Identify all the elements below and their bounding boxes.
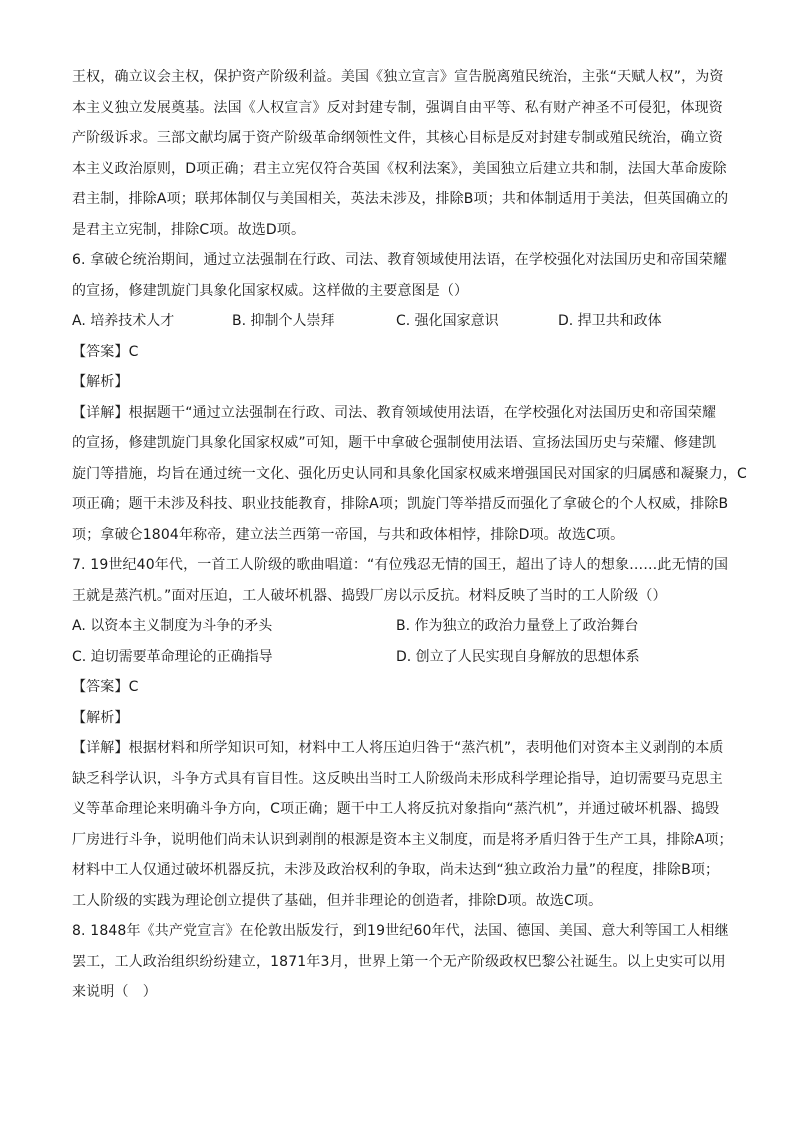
question-6 <box>72 245 747 550</box>
question-stem-line: 7. 19世纪40年代，一首工人阶级的歌曲唱道：“有位残忍无情的国王，超出了诗人的想象……此无情的国 <box>72 557 729 573</box>
question-stem-line: 罢工，工人政治组织纷纷建立，1871年3月，世界上第一个无产阶级政权巴黎公社诞生。以上史实可以用 <box>72 953 726 970</box>
text-line: 君主制，排除A项；联邦体制仅与美国相关，英法未涉及，排除B项；共和体制适用于美法，但英国确立的 <box>72 191 729 207</box>
detail-line: 【详解】根据题干“通过立法强制在行政、司法、教育领域使用法语，在学校强化对法国历史和帝国荣耀 <box>72 404 717 421</box>
question-8 <box>72 916 728 1008</box>
detail-line: 旋门等措施，均旨在通过统一文化、强化历史认同和具象化国家权威来增强国民对国家的归属感和凝聚力，C <box>72 465 747 482</box>
detail-line: 工人阶级的实践为理论创立提供了基础，但并非理论的创造者，排除D项。故选C项。 <box>72 892 603 909</box>
question-stem-line: 8. 1848年《共产党宣言》在伦敦出版发行，到19世纪60年代，法国、德国、美国、意大利等国工人相继 <box>72 923 729 939</box>
analysis-label: 【解析】 <box>72 374 129 390</box>
detail-line: 项；拿破仑1804年称帝，建立法兰西第一帝国，与共和政体相悖，排除D项。故选C项。 <box>72 526 625 543</box>
options-row <box>72 611 728 642</box>
question-stem-line: 6. 拿破仑统治期间，通过立法强制在行政、司法、教育领域使用法语，在学校强化对法国历史和帝国荣耀 <box>72 252 728 268</box>
q5-detail-tail <box>72 62 728 245</box>
detail-line: 项正确；题干未涉及科技、职业技能教育，排除A项；凯旋门等举措反而强化了拿破仑的个人权威，排除B <box>72 496 729 512</box>
option-a: A. 培养技术人才 <box>72 313 175 329</box>
options-row <box>72 306 728 337</box>
detail-line: 厂房进行斗争，说明他们尚未认识到剥削的根源是资本主义制度，而是将矛盾归咎于生产工具，排除A项； <box>72 831 733 848</box>
text-line: 本主义独立发展奠基。法国《人权宣言》反对封建专制，强调自由平等、私有财产神圣不可侵犯，体现资 <box>72 99 723 116</box>
analysis-label: 【解析】 <box>72 709 129 726</box>
answer-line: 【答案】C <box>72 679 139 695</box>
option-c: C. 迫切需要革命理论的正确指导 <box>72 648 273 665</box>
text-line: 是君主立宪制，排除C项。故选D项。 <box>72 221 306 238</box>
option-d: D. 捍卫共和政体 <box>558 313 662 329</box>
detail-line: 义等革命理论来明确斗争方向，C项正确；题干中工人将反抗对象指向“蒸汽机”，并通过破坏机器、捣毁 <box>72 801 720 817</box>
question-stem-line: 的宣扬，修建凯旋门具象化国家权威。这样做的主要意图是（） <box>72 282 469 299</box>
text-line: 产阶级诉求。三部文献均属于资产阶级革命纲领性文件，其核心目标是反对封建专制或殖民统治，确立资 <box>72 130 723 146</box>
option-b: B. 作为独立的政治力量登上了政治舞台 <box>396 618 639 634</box>
option-b: B. 抑制个人崇拜 <box>232 313 335 329</box>
option-d: D. 创立了人民实现自身解放的思想体系 <box>396 648 640 665</box>
question-stem-line: 王就是蒸汽机。”面对压迫，工人破坏机器、捣毁厂房以示反抗。材料反映了当时的工人阶级（） <box>72 587 667 604</box>
text-line: 王权，确立议会主权，保护资产阶级利益。美国《独立宣言》宣告脱离殖民统治，主张“天赋人权”，为资 <box>72 69 724 85</box>
text-line: 本主义政治原则，D项正确；君主立宪仅符合英国《权利法案》，美国独立后建立共和制，法国大革命废除 <box>72 160 727 177</box>
option-a: A. 以资本主义制度为斗争的矛头 <box>72 618 273 634</box>
detail-line: 的宣扬，修建凯旋门具象化国家权威”可知，题干中拿破仑强制使用法语、宣扬法国历史与荣耀、修建凯 <box>72 435 717 451</box>
option-c: C. 强化国家意识 <box>396 313 499 329</box>
detail-line: 材料中工人仅通过破坏机器反抗，未涉及政治权利的争取，尚未达到“独立政治力量”的程度，排除B项； <box>72 862 720 878</box>
detail-line: 【详解】根据材料和所学知识可知，材料中工人将压迫归咎于“蒸汽机”，表明他们对资本主义剥削的本质 <box>72 740 724 756</box>
options-row <box>72 642 728 673</box>
question-stem-line: 来说明（ ） <box>72 984 157 1000</box>
answer-line: 【答案】C <box>72 343 139 360</box>
question-7 <box>72 550 733 916</box>
detail-line: 缺乏科学认识，斗争方式具有盲目性。这反映出当时工人阶级尚未形成科学理论指导，迫切需要马克思主 <box>72 770 723 787</box>
document-page <box>72 62 747 1008</box>
